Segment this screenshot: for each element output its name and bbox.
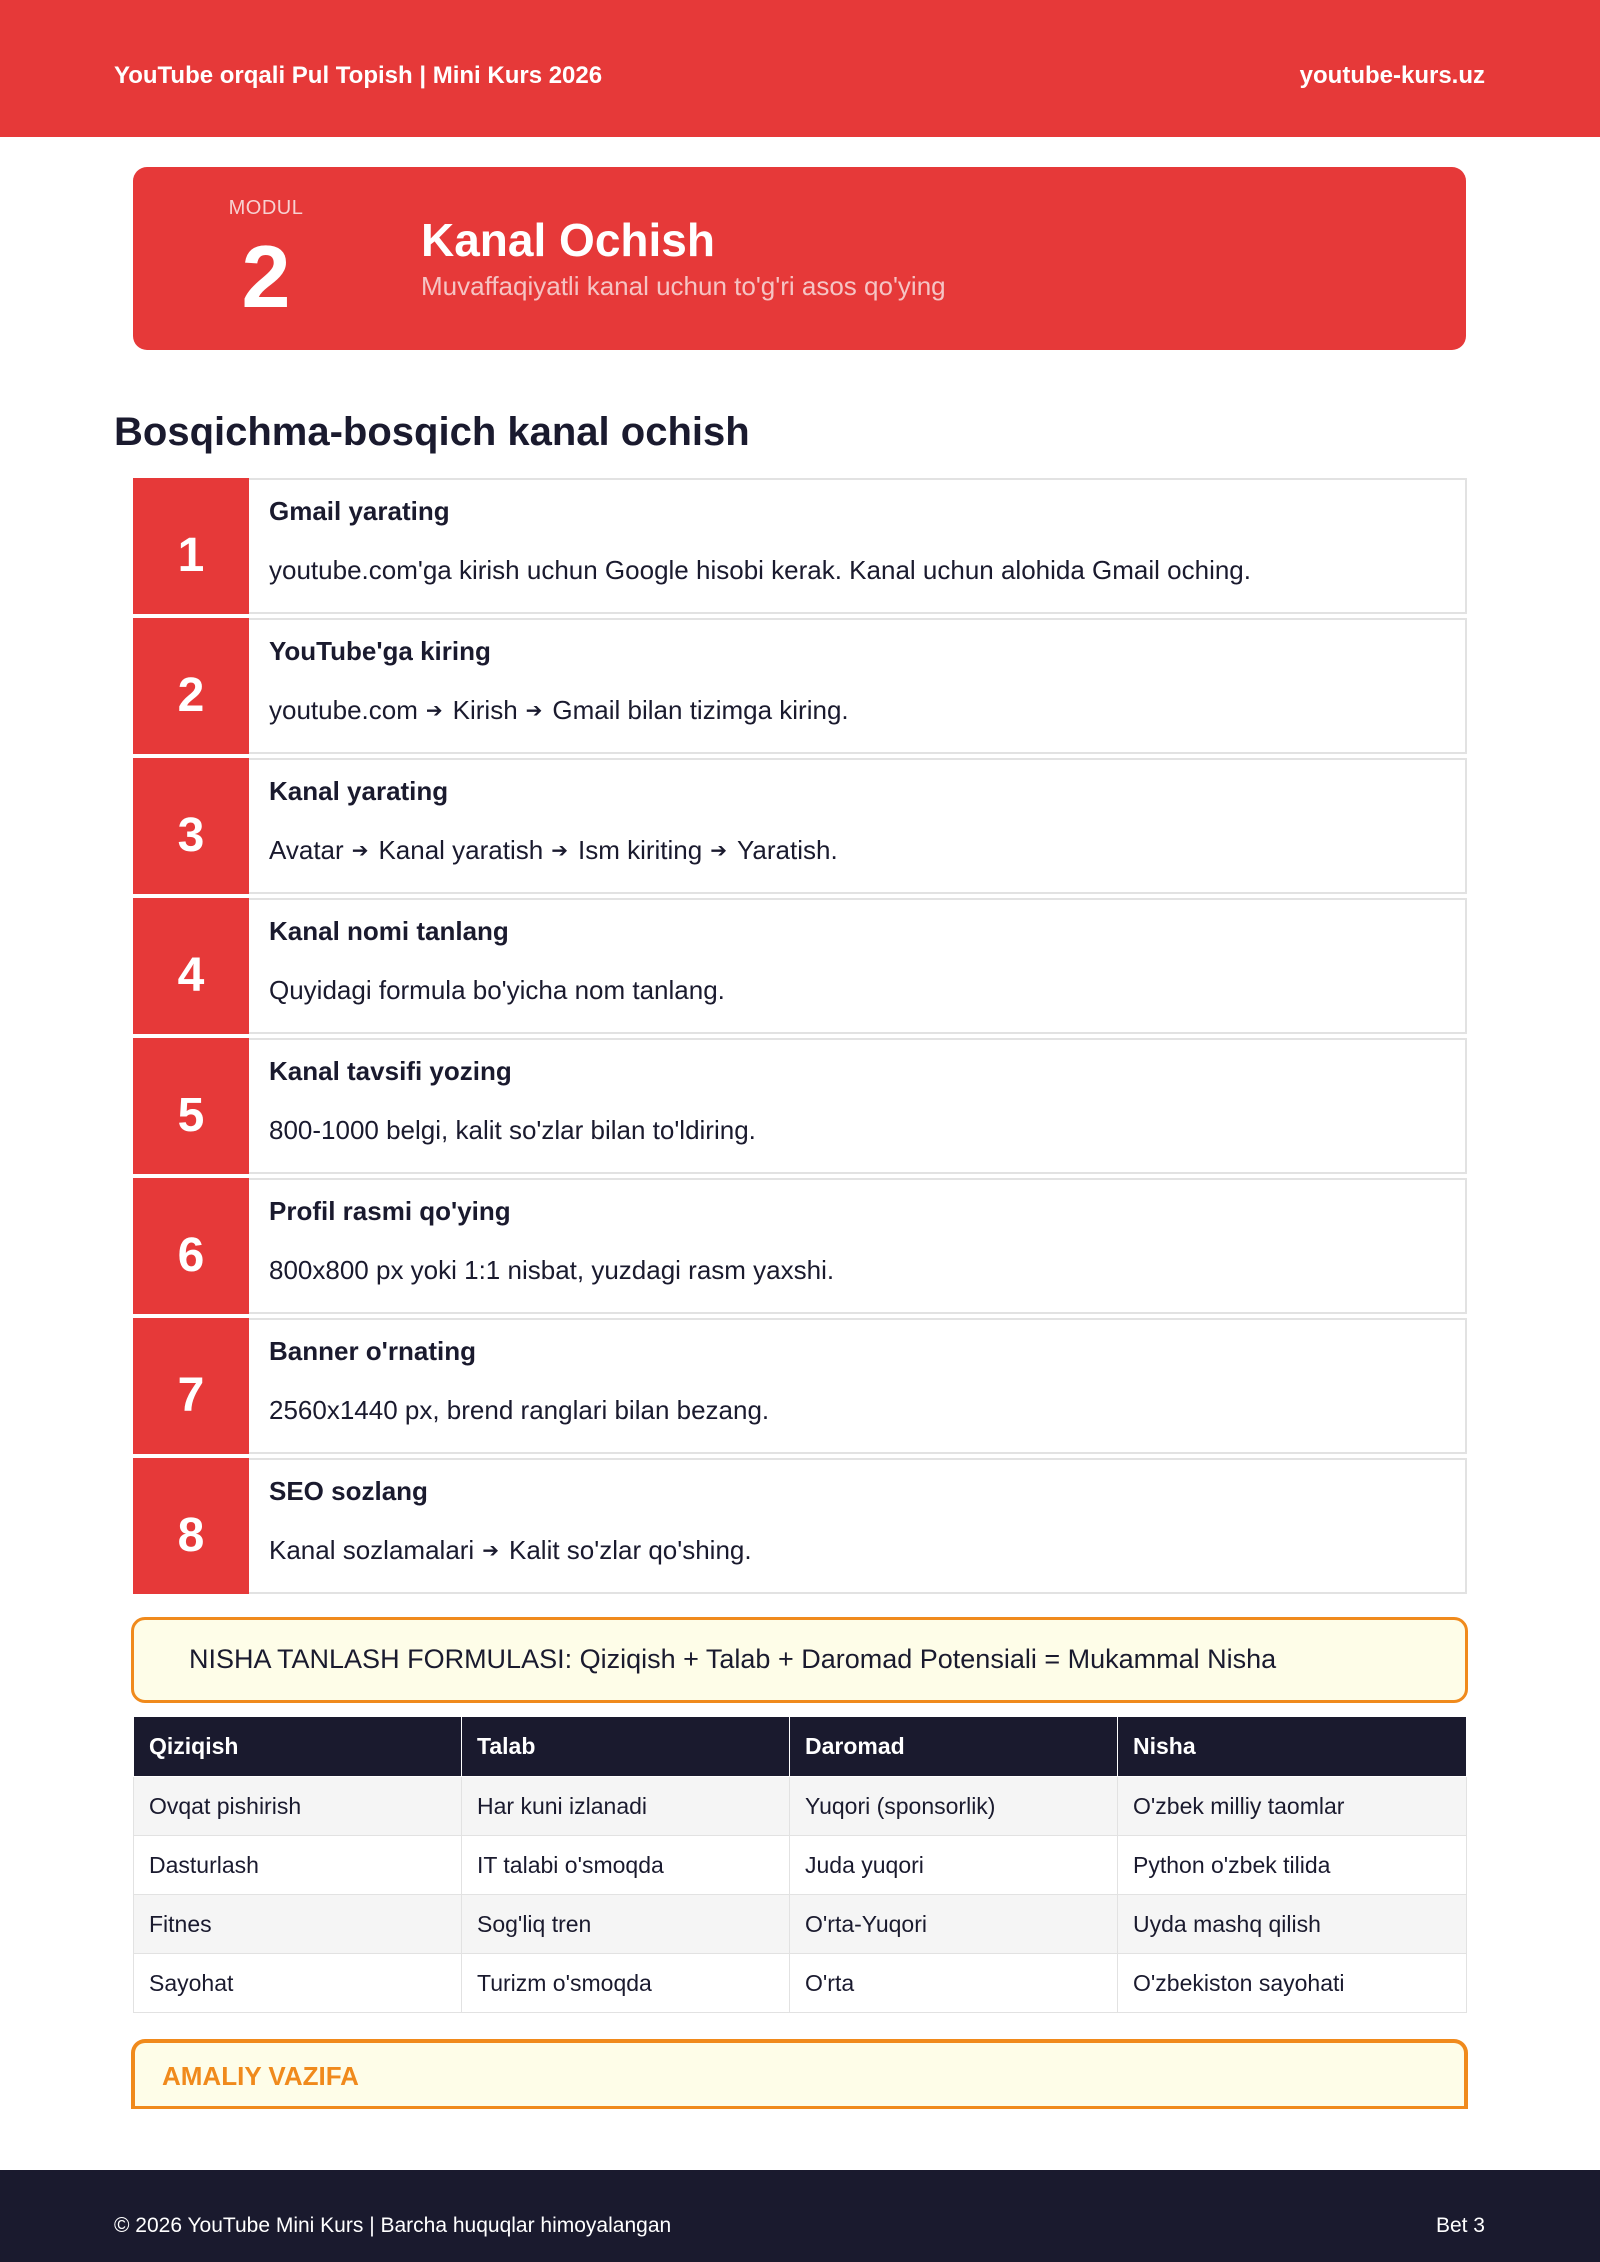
step-description — [269, 555, 1251, 586]
module-subtitle: Muvaffaqiyatli kanal uchun to'g'ri asos qo'ying — [421, 271, 946, 301]
step-number: 2 — [133, 618, 249, 754]
step-item — [133, 1178, 1467, 1314]
step-title: Profil rasmi qo'ying — [269, 1196, 511, 1226]
step-description-part: Kalit so'zlar qo'shing. — [508, 1535, 752, 1565]
step-item — [133, 1038, 1467, 1174]
step-description-part: Ism kiriting — [577, 835, 703, 865]
step-description-part: 800x800 px yoki 1:1 nisbat, yuzdagi rasm yaxshi. — [269, 1255, 835, 1285]
step-item — [133, 1458, 1467, 1594]
course-title: YouTube orqali Pul Topish | Mini Kurs 2026 — [114, 62, 603, 89]
step-item — [133, 478, 1467, 614]
table-cell: Dasturlash — [134, 1836, 462, 1895]
arrow-right-icon: ➔ — [551, 840, 568, 862]
table-cell: Juda yuqori — [790, 1836, 1118, 1895]
step-title: YouTube'ga kiring — [269, 636, 491, 666]
step-item — [133, 618, 1467, 754]
step-number: 7 — [133, 1318, 249, 1454]
table-cell: O'zbek milliy taomlar — [1118, 1777, 1467, 1836]
table-row — [134, 1777, 1467, 1836]
step-title: Kanal nomi tanlang — [269, 916, 509, 946]
table-cell: Har kuni izlanadi — [462, 1777, 790, 1836]
steps-list — [133, 478, 1467, 1598]
table-row — [134, 1836, 1467, 1895]
page-footer — [0, 2170, 1600, 2262]
step-title: Kanal yarating — [269, 776, 449, 806]
arrow-right-icon: ➔ — [351, 840, 369, 862]
step-description-part: Avatar — [269, 835, 344, 865]
table-row — [134, 1895, 1467, 1954]
step-item — [133, 1318, 1467, 1454]
step-description-part: Yaratish. — [737, 835, 838, 865]
table-cell: Turizm o'smoqda — [462, 1954, 790, 2013]
step-title: Gmail yarating — [269, 496, 450, 526]
site-link[interactable]: youtube-kurs.uz — [1299, 62, 1485, 89]
step-number: 3 — [133, 758, 249, 894]
step-description-part: Kanal yaratish — [378, 835, 544, 865]
table-cell: Ovqat pishirish — [134, 1777, 462, 1836]
step-number: 5 — [133, 1038, 249, 1174]
page-number: Bet 3 — [1435, 2214, 1485, 2237]
table-cell: Sog'liq tren — [462, 1895, 790, 1954]
step-item — [133, 898, 1467, 1034]
formula-callout — [131, 1617, 1468, 1703]
step-description-part: 800-1000 belgi, kalit so'zlar bilan to'ldiring. — [269, 1115, 756, 1145]
table-header-cell: Nisha — [1118, 1717, 1467, 1777]
step-description-part: Gmail bilan tizimga kiring. — [552, 695, 849, 725]
step-description — [269, 695, 849, 726]
step-item — [133, 758, 1467, 894]
step-description — [269, 975, 725, 1006]
step-description — [269, 835, 838, 866]
table-cell: Uyda mashq qilish — [1118, 1895, 1467, 1954]
step-description — [269, 1255, 834, 1286]
formula-text: NISHA TANLASH FORMULASI: Qiziqish + Talab + Daromad Potensiali = Mukammal Nisha — [189, 1644, 1277, 1674]
table-cell: O'rta — [790, 1954, 1118, 2013]
step-description-part: youtube.com — [269, 695, 418, 725]
table-row — [134, 1954, 1467, 2013]
page-header — [0, 0, 1600, 137]
step-title: Kanal tavsifi yozing — [269, 1056, 512, 1086]
step-description — [269, 1395, 769, 1426]
task-title: AMALIY VAZIFA — [162, 2061, 359, 2091]
table-cell: O'rta-Yuqori — [790, 1895, 1118, 1954]
table-cell: Sayohat — [134, 1954, 462, 2013]
step-description — [269, 1535, 752, 1566]
arrow-right-icon: ➔ — [425, 700, 443, 722]
step-number: 1 — [133, 478, 249, 614]
table-cell: Yuqori (sponsorlik) — [790, 1777, 1118, 1836]
step-title: SEO sozlang — [269, 1476, 428, 1506]
step-title: Banner o'rnating — [269, 1336, 476, 1366]
arrow-right-icon: ➔ — [525, 700, 543, 722]
table-cell: O'zbekiston sayohati — [1118, 1954, 1467, 2013]
step-number: 4 — [133, 898, 249, 1034]
niche-table — [133, 1717, 1467, 2013]
table-header-cell: Daromad — [790, 1717, 1118, 1777]
module-number: 2 — [241, 227, 291, 326]
table-header-cell: Talab — [462, 1717, 790, 1777]
table-cell: Fitnes — [134, 1895, 462, 1954]
step-description-part: Quyidagi formula bo'yicha nom tanlang. — [269, 975, 725, 1005]
step-description — [269, 1115, 756, 1146]
arrow-right-icon: ➔ — [710, 840, 727, 862]
table-header-row — [134, 1717, 1467, 1777]
step-description-part: Kirish — [452, 695, 518, 725]
module-label: MODUL — [228, 197, 304, 219]
step-description-part: 2560x1440 px, brend ranglari bilan bezang. — [269, 1395, 770, 1425]
step-number: 8 — [133, 1458, 249, 1594]
step-description-part: Kanal sozlamalari — [269, 1535, 475, 1565]
arrow-right-icon: ➔ — [482, 1540, 499, 1562]
section-title: Bosqichma-bosqich kanal ochish — [114, 410, 750, 454]
module-banner — [133, 167, 1466, 350]
table-header-cell: Qiziqish — [134, 1717, 462, 1777]
practical-task-box — [131, 2039, 1468, 2109]
step-description-part: youtube.com'ga kirish uchun Google hisobi kerak. Kanal uchun alohida Gmail oching. — [269, 555, 1251, 585]
step-number: 6 — [133, 1178, 249, 1314]
module-title: Kanal Ochish — [421, 214, 715, 266]
copyright-text: © 2026 YouTube Mini Kurs | Barcha huquqlar himoyalangan — [114, 2214, 672, 2237]
table-cell: Python o'zbek tilida — [1118, 1836, 1467, 1895]
table-cell: IT talabi o'smoqda — [462, 1836, 790, 1895]
